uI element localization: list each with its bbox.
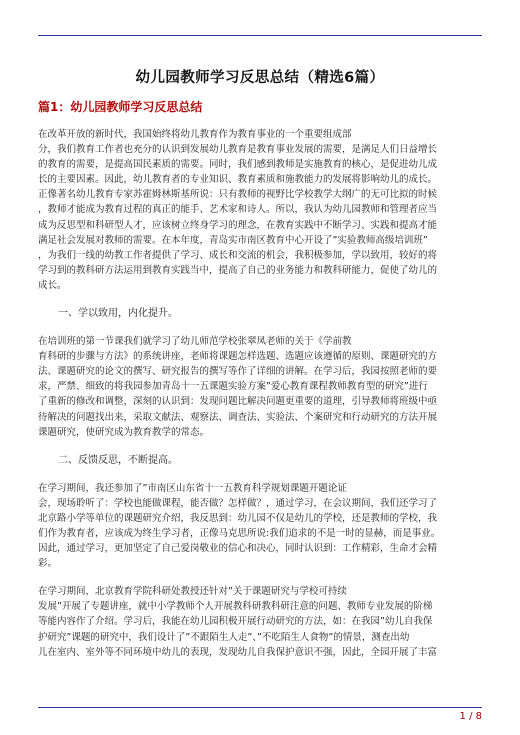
text-line: 法、课题研究的论文的撰写、研究报告的撰写等作了详细的讲解。在学习后，我园按照老师的要 (38, 366, 438, 378)
text-line: 学习到的教科研方法运用到教育实践当中，提高了自己的业务能力和教科研能力，促使了幼儿的 (38, 264, 438, 276)
text-line: 课题研究，使研究成为教育教学的常态。 (38, 426, 210, 438)
text-line: 儿在室内、室外等不同环境中幼儿的表现，发现幼儿自我保护意识不强，因此，全园开展了丰富 (38, 646, 438, 658)
header-rule (38, 35, 482, 36)
text-line: 在学习期间，北京教育学院科研处教授还针对”关于课题研究与学校可持续 (38, 586, 347, 598)
text-line: 北京路小学等单位的课题研究介绍，我反思到：幼儿园不仅是幼儿的学校，还是教师的学校，我 (38, 512, 438, 524)
section-heading: 篇1：幼儿园教师学习反思总结 (38, 100, 203, 114)
paragraph-2 (38, 481, 482, 572)
text-line: 求，严禁、细致的将我园参加青岛十一五课题实验方案”爱心教育课程教师教育型的研究”进行 (38, 381, 428, 393)
paragraph-intro (38, 127, 482, 293)
paragraph-1 (38, 334, 482, 440)
text-line: 待解决的问题找出来，采取文献法、观察法、调查法、实验法、个案研究和行动研究的方法开展 (38, 411, 438, 423)
text-line: 了重新的修改和调整，深刻的认识到：发现问题比解决问题更重要的道理，引导教师将班级中亟 (38, 396, 438, 408)
text-line: 彩。 (38, 558, 58, 570)
text-line: 在学习期间，我还参加了”市南区山东省十一五教育科学规划课题开题论证 (38, 482, 347, 494)
page-number: 1 / 8 (459, 711, 482, 722)
document-body (38, 127, 482, 660)
text-line: 发展”开展了专题讲座，就中小学教师个人开展教科研教科研注意的问题、教师专业发展的阶梯 (38, 601, 433, 613)
text-line: 的教育的需要，是提高国民素质的需要。同时，我们感到教师是实施教育的核心，是促进幼儿成 (38, 159, 438, 171)
text-line: 成长。 (38, 279, 67, 291)
text-line: 会，现场聆听了：学校也能做课程，能否做？怎样做？，通过学习，在会议期间，我们还学习了 (38, 497, 438, 509)
text-line: 满足社会发展对教师的需要。在本年度，青岛实市南区教育中心开设了”实验教师高级培训班” (38, 234, 428, 246)
subheading-1: 一、学以致用，内化提升。 (58, 308, 178, 320)
text-line: ，为我们一线的幼教工作者提供了学习、成长和交流的机会，我积极参加，学以致用，较好的将 (38, 249, 438, 261)
paragraph-3 (38, 584, 482, 659)
text-line: 们作为教育者，应该成为终生学习者，正像马克思所说:我们追求的不是一时的显赫，而是事业。 (38, 527, 441, 539)
text-line: 成为反思型和科研型人才，应该树立终身学习的理念，在教育实践中不断学习、实践和提高才能 (38, 219, 438, 231)
text-line: 在培训班的第一节课我们就学习了幼儿师范学校张翠凤老师的关于《学前教 (38, 336, 352, 348)
text-line: 护研究”课题的研究中，我们设计了”不跟陌生人走”、”不吃陌生人食物”的情景，测查出幼 (38, 631, 410, 643)
text-line: ，教师才能成为教育过程的真正的能手、艺术家和诗人。所以，我认为幼儿园教师和管理者应当 (38, 204, 438, 216)
document-title: 幼儿园教师学习反思总结（精选6篇） (135, 70, 385, 86)
subheading-2: 二、反馈反思，不断提高。 (58, 454, 178, 466)
text-line: 在改革开放的新时代，我国始终将幼儿教育作为教育事业的一个重要组成部 (38, 129, 352, 140)
text-line: 育科研的步骤与方法》的系统讲座，老师将课题怎样选题、选题应该遵循的原则、课题研究的方 (38, 351, 438, 363)
text-line: 等能内容作了介绍。学习后，我能在幼儿园积极开展行动研究的方法，如：在我园”幼儿自我保 (38, 616, 433, 628)
text-line: 长的主要因素。因此，幼儿教育者的专业知识、教育素质和施教能力的发展将影响幼儿的成长。 (38, 174, 438, 186)
text-line: 正像著名幼儿教育专家苏霍姆林斯基所说：只有教师的视野比学校教学大纲广的无可比拟的时候 (38, 189, 438, 201)
text-line: 因此，通过学习，更加坚定了自己爱岗敬业的信心和决心，同时认识到：工作精彩，生命才会精 (38, 543, 438, 555)
footer-rule (38, 707, 482, 708)
text-line: 分，我们教育工作者也充分的认识到发展幼儿教育是教育事业发展的需要，是满足人们日益增长 (38, 144, 438, 156)
